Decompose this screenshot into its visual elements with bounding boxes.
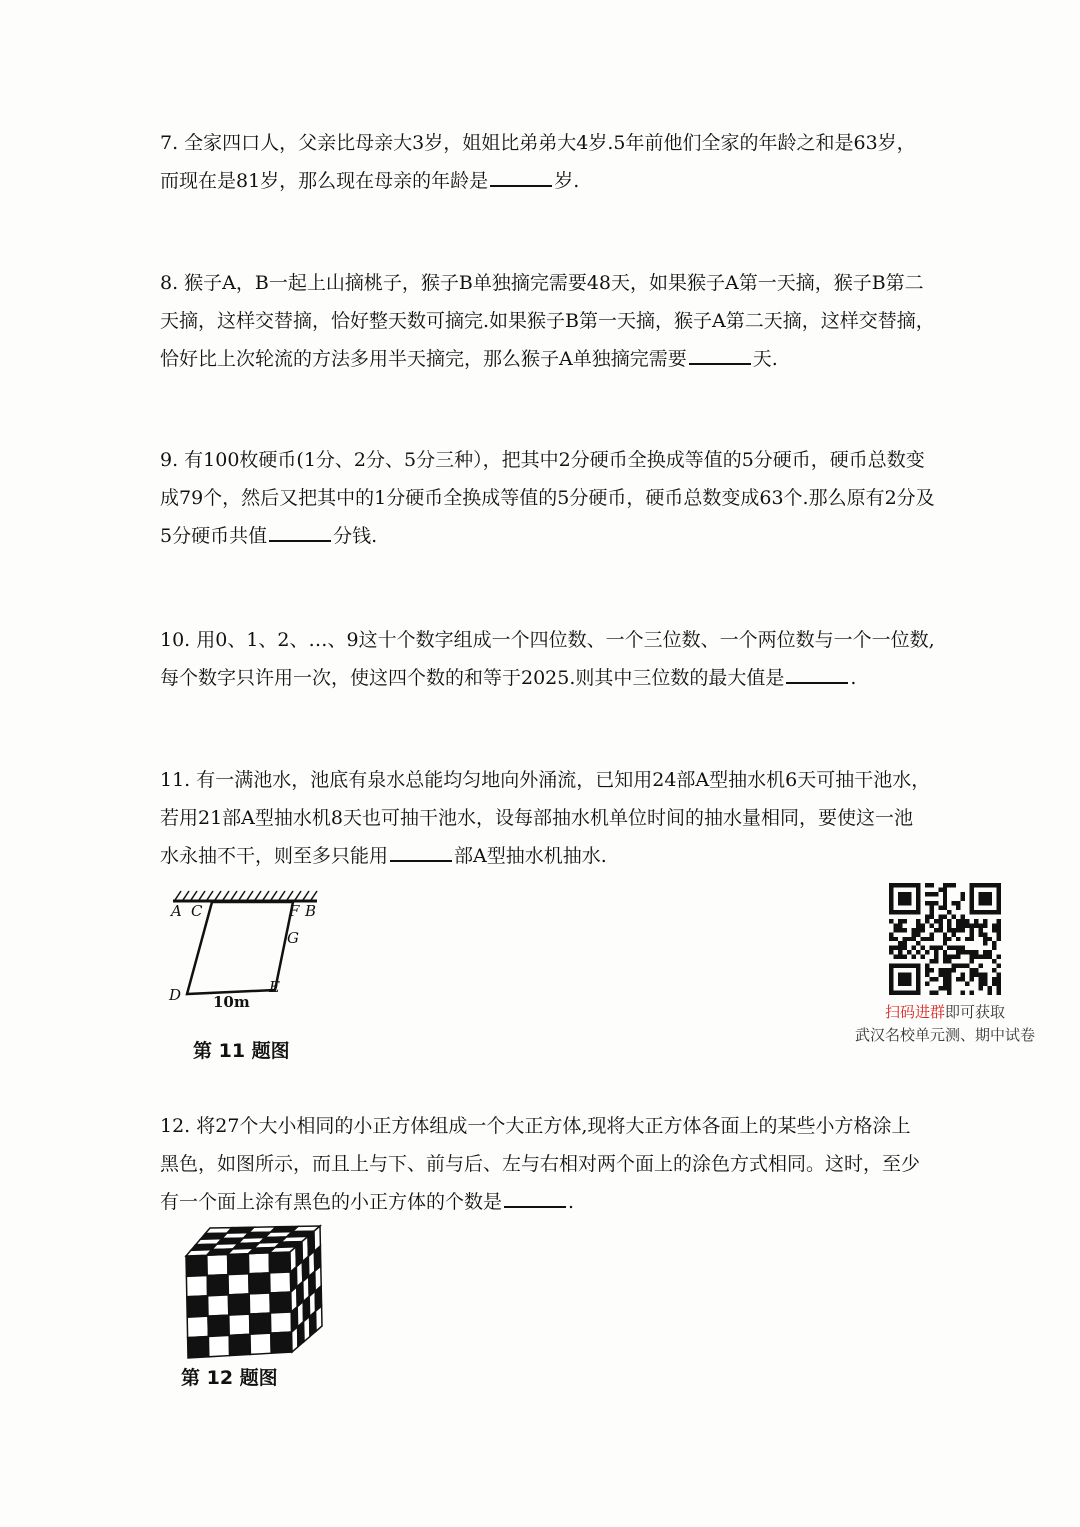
- cube-cell: [270, 1292, 291, 1313]
- answer-blank[interactable]: [490, 167, 552, 187]
- cube-cell: [228, 1294, 249, 1315]
- question-10: [160, 621, 935, 697]
- label-f: F: [289, 902, 300, 920]
- cube-cell: [269, 1252, 290, 1273]
- cube-cell: [249, 1273, 270, 1294]
- question-line: 若用21部A型抽水机8天也可抽干池水，设每部抽水机单位时间的抽水量相同，要使这一池: [160, 807, 913, 829]
- question-line: 成79个，然后又把其中的1分硬币全换成等值的5分硬币，硬币总数变成63个.那么原有2分及: [160, 487, 935, 509]
- cube-cell: [208, 1295, 229, 1316]
- cube-cell: [207, 1254, 228, 1275]
- answer-blank[interactable]: [786, 664, 848, 684]
- question-line: 5分硬币共值 分钱.: [160, 517, 930, 555]
- question-line: 水永抽不干，则至多只能用 部A型抽水机抽水.: [160, 837, 930, 875]
- cube-cell: [187, 1296, 208, 1317]
- question-line: 而现在是81岁，那么现在母亲的年龄是 岁.: [160, 162, 930, 200]
- question-line: 7. 全家四口人，父亲比母亲大3岁，姐姐比弟弟大4岁.5年前他们全家的年龄之和是63岁，: [160, 132, 916, 154]
- question-line: 8. 猴子A，B一起上山摘桃子，猴子B单独摘完需要48天，如果猴子A第一天摘，猴子B第二: [160, 272, 924, 294]
- cube-cell: [186, 1255, 207, 1276]
- answer-blank[interactable]: [504, 1188, 566, 1208]
- label-b: B: [305, 902, 317, 920]
- cube-cell: [207, 1275, 228, 1296]
- question-9: [160, 441, 935, 555]
- cube-cell: [186, 1276, 207, 1297]
- question-line: 天摘，这样交替摘，恰好整天数可摘完.如果猴子B第一天摘，猴子A第二天摘，这样交替摘，: [160, 310, 935, 332]
- label-d: D: [169, 986, 182, 1004]
- cube-cell: [270, 1312, 291, 1333]
- cube-cell: [228, 1254, 249, 1275]
- cube-cell: [188, 1336, 209, 1358]
- figure-12-cube: [180, 1222, 330, 1362]
- question-line: 9. 有100枚硬币(1分、2分、5分三种），把其中2分硬币全换成等值的5分硬币，硬币总数变: [160, 449, 925, 471]
- question-line: 10. 用0、1、2、…、9这十个数字组成一个四位数、一个三位数、一个两位数与一个一位数,: [160, 629, 935, 651]
- question-line: 12. 将27个大小相同的小正方体组成一个大正方体,现将大正方体各面上的某些小方格涂上: [160, 1115, 911, 1137]
- cube-cell: [250, 1313, 271, 1334]
- question-line: 恰好比上次轮流的方法多用半天摘完，那么猴子A单独摘完需要 天.: [160, 340, 930, 378]
- label-g: G: [287, 929, 299, 947]
- question-11: [160, 761, 930, 875]
- answer-blank[interactable]: [390, 842, 452, 862]
- cube-cell: [208, 1315, 229, 1336]
- cube-cell: [316, 1306, 322, 1331]
- label-e: E: [269, 978, 280, 996]
- label-c: C: [191, 902, 203, 920]
- qr-code-icon[interactable]: [885, 883, 1005, 995]
- cube-cell: [208, 1335, 229, 1356]
- cube-cell: [249, 1293, 270, 1314]
- qr-line-2: 武汉名校单元测、期中试卷: [854, 1026, 1035, 1044]
- label-length: 10m: [213, 993, 250, 1011]
- question-12: [160, 1107, 930, 1221]
- cube-cell: [229, 1334, 250, 1355]
- figure-11-diagram: [165, 885, 335, 1015]
- label-a: A: [171, 902, 182, 920]
- cube-cell: [229, 1314, 250, 1335]
- answer-blank[interactable]: [269, 522, 331, 542]
- question-line: 11. 有一满池水，池底有泉水总能均匀地向外涌流，已知用24部A型抽水机6天可抽干池水，: [160, 769, 931, 791]
- question-line: 有一个面上涂有黑色的小正方体的个数是 .: [160, 1183, 930, 1221]
- question-7: [160, 124, 930, 200]
- cube-cell: [250, 1333, 271, 1354]
- cube-cell: [248, 1253, 269, 1274]
- figure-11-caption: 第 11 题图: [193, 1040, 290, 1062]
- question-line: 每个数字只许用一次，使这四个数的和等于2025.则其中三位数的最大值是 .: [160, 659, 930, 697]
- cube-cell: [187, 1316, 208, 1337]
- qr-line-1: 扫码进群即可获取: [884, 1003, 1006, 1021]
- cube-cell: [271, 1332, 292, 1353]
- question-line: 黑色，如图所示，而且上与下、前与后、左与右相对两个面上的涂色方式相同。这时，至少: [160, 1153, 921, 1175]
- figure-12-caption: 第 12 题图: [181, 1367, 278, 1389]
- question-8: [160, 264, 935, 378]
- cube-cell: [228, 1274, 249, 1295]
- answer-blank[interactable]: [689, 345, 751, 365]
- cube-cell: [270, 1272, 291, 1293]
- qr-promo: [840, 883, 1050, 1045]
